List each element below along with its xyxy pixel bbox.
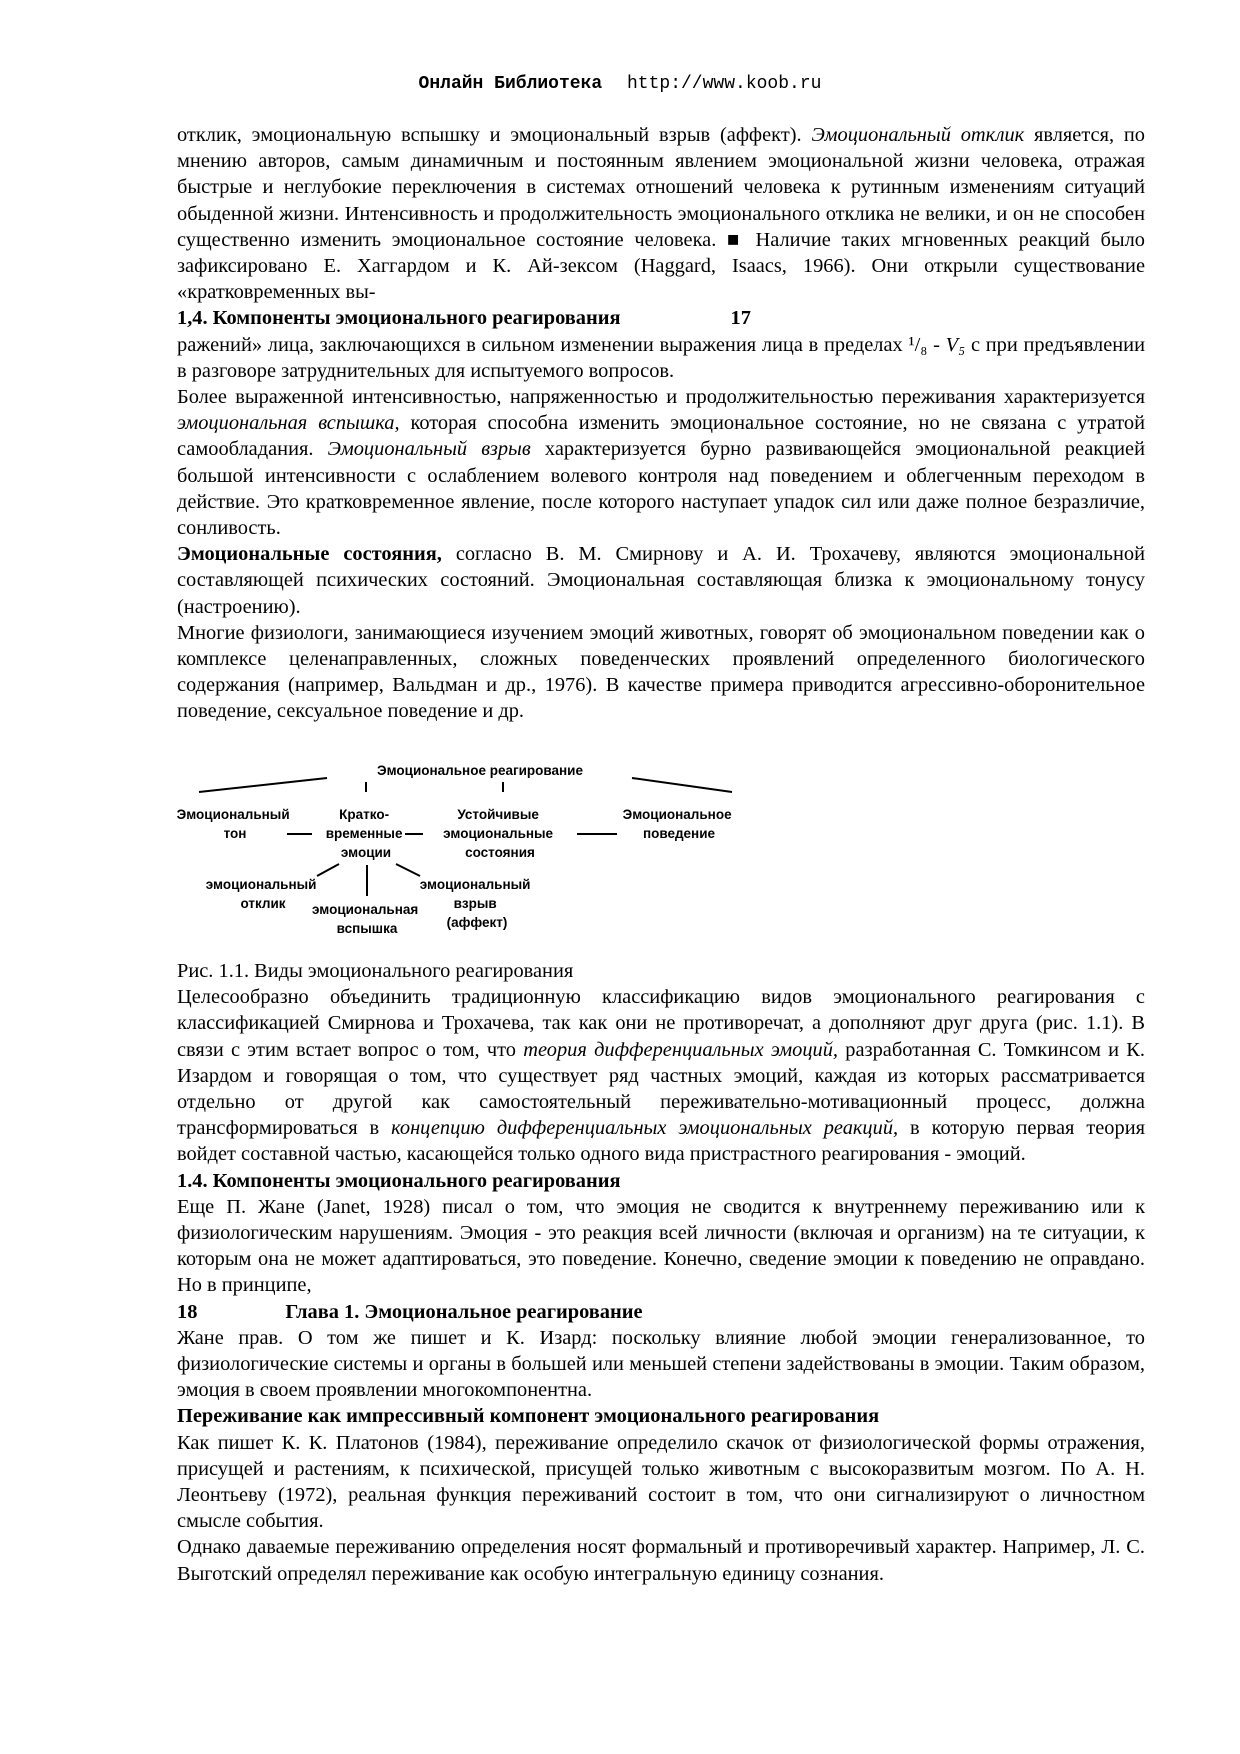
running-head: 18 Глава 1. Эмоциональное реагирование (177, 1300, 643, 1323)
running-head: 1,4. Компоненты эмоционального реагирования 17 (177, 307, 751, 330)
paragraph: Более выраженной интенсивностью, напряженностью и продолжительностью переживания характеризуется эмоциональная вспышка, которая способна изменить эмоциональное состояние, но не связана с утратой самообладания. Эмоциональный взрыв характеризуется бурно развивающейся эмоциональной реакцией большой интенсивности с ослаблением волевого контроля над поведением и облегченным переходом в действие. Это кратковременное явление, после которого наступает упадок сил или даже полное безразличие, сонливость. (177, 386, 1145, 540)
paragraph: Эмоциональные состояния, согласно В. М. Смирнову и А. И. Трохачеву, являются эмоциональной составляющей психических состояний. Эмоциональная составляющая близка к эмоциональному тонусу (настроению). (177, 543, 1145, 618)
emotional-response-diagram (177, 752, 797, 952)
paragraph: Как пишет К. К. Платонов (1984), переживание определило скачок от физиологической формы отражения, присущей и растениям, к психической, присущей только животным с высокоразвитым мозгом. По А. Н. Леонтьеву (1972), реальная функция переживаний состоит в том, что они сигнализируют о личностном смысле события. (177, 1431, 1145, 1533)
diagram-node-behavior: Эмоциональное поведение (622, 807, 732, 841)
text-block-top (177, 122, 1145, 725)
diagram-node-stable: Устойчивые эмоциональные состояния (443, 807, 554, 860)
paragraph: Многие физиологи, занимающиеся изучением эмоций животных, говорят об эмоциональном поведении как о комплексе целенаправленных, сложных поведенческих проявлений определенного биологического содержания (например, Вальдман и др., 1976). В качестве примера приводится агрессивно-оборонительное поведение, сексуальное поведение и др. (177, 621, 1145, 723)
paragraph: Целесообразно объединить традиционную классификацию видов эмоционального реагирования с классификацией Смирнова и Трохачева, так как они не противоречат, а дополняют друг друга (рис. 1.1). В связи с этим встает вопрос о том, что теория дифференциальных эмоций, разработанная С. Томкинсом и К. Изардом и говорящая о том, что существует ряд частных эмоций, каждая из которых рассматривается отдельно от другой как самостоятельный переживательно-мотивационный процесс, должна трансформироваться в концепцию дифференциальных эмоциональных реакций, в которую первая теория войдет составной частью, касающейся только одного вида пристрастного реагирования - эмоций. (177, 986, 1145, 1166)
diagram-root: Эмоциональное реагирование (377, 763, 583, 778)
section-heading: 1.4. Компоненты эмоционального реагирования (177, 1169, 621, 1192)
diagram-node-burst: эмоциональный взрыв (аффект) (419, 877, 531, 930)
library-name: Онлайн Библиотека (418, 74, 603, 94)
paragraph: отклик, эмоциональную вспышку и эмоциональный взрыв (аффект). Эмоциональный отклик является, по мнению авторов, самым динамичным и постоянным явлением эмоциональной жизни человека, отражая быстрые и неглубокие переключения в системах отношений человека к рутинным изменениям ситуаций обыденной жизни. Интенсивность и продолжительность эмоционального отклика не велики, и он не способен существенно изменить эмоциональное состояние человека. ■ Наличие таких мгновенных реакций было зафиксировано Е. Хаггардом и К. Ай-зексом (Haggard, Isaacs, 1966). Они открыли существование «кратковременных вы- (177, 124, 1145, 304)
paragraph: Еще П. Жане (Janet, 1928) писал о том, что эмоция не сводится к внутреннему переживанию или к физиологическим нарушениям. Эмоция - это реакция всей личности (включая и организм) на те ситуации, к которым она не может адаптироваться, это поведение. Конечно, сведение эмоции к поведению не оправдано. Но в принципе, (177, 1195, 1145, 1297)
section-heading: Переживание как импрессивный компонент эмоционального реагирования (177, 1405, 880, 1428)
figure-caption: Рис. 1.1. Виды эмоционального реагирования (177, 960, 574, 982)
page-header (0, 74, 1240, 94)
diagram-node-response: эмоциональный отклик (205, 877, 317, 911)
diagram-node-flash: эмоциональная вспышка (311, 902, 419, 936)
library-url[interactable]: http://www.koob.ru (627, 74, 822, 94)
text-block-bottom (177, 958, 1145, 1587)
paragraph: Жане прав. О том же пишет и К. Изард: поскольку влияние любой эмоции генерализованное, то физиологические системы и органы в большей или меньшей степени задействованы в эмоции. Таким образом, эмоция в своем проявлении многокомпонентна. (177, 1326, 1145, 1402)
diagram-node-short: Кратко- временные эмоции (325, 807, 403, 860)
paragraph: ражений» лица, заключающихся в сильном изменении выражения лица в пределах ¹/₈ - V₅ с при предъявлении в разговоре затруднительных для испытуемого вопросов. (177, 333, 1146, 382)
paragraph: Однако даваемые переживанию определения носят формальный и противоречивый характер. Например, Л. С. Выготский определял переживание как особую интегральную единицу сознания. (177, 1536, 1145, 1585)
diagram-node-tone: Эмоциональный тон (177, 807, 290, 841)
